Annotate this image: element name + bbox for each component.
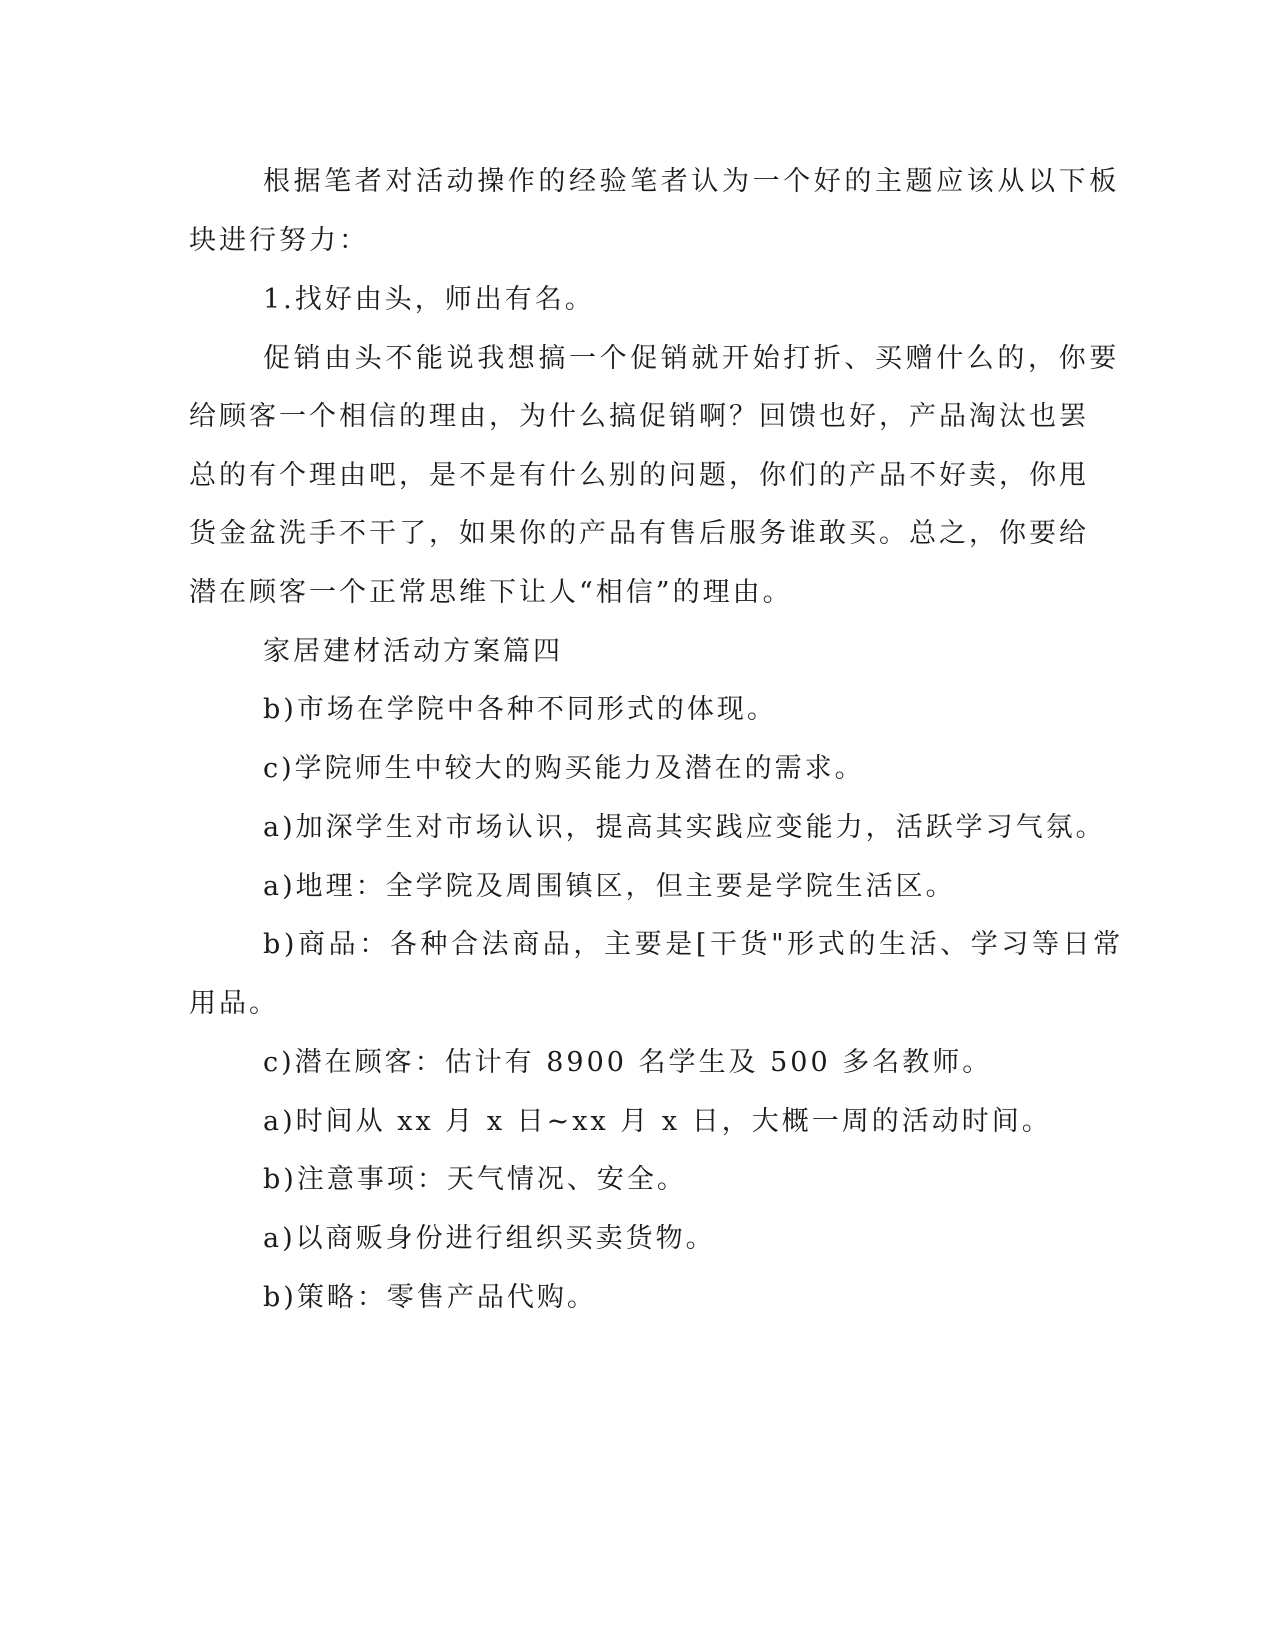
list-item: b)注意事项：天气情况、安全。 <box>263 1164 687 1195</box>
paragraph-line: 给顾客一个相信的理由，为什么搞促销啊？回馈也好，产品淘汰也罢 <box>189 401 1089 432</box>
list-item: b)市场在学院中各种不同形式的体现。 <box>263 694 777 725</box>
document-title: 家居建材活动方案篇四 <box>263 636 563 667</box>
list-item-continuation: 用品。 <box>189 988 279 1019</box>
list-item: a)以商贩身份进行组织买卖货物。 <box>263 1223 716 1254</box>
paragraph-line: 潜在顾客一个正常思维下让人“相信”的理由。 <box>189 577 793 608</box>
paragraph-line: 块进行努力： <box>189 225 369 256</box>
list-item: b)商品：各种合法商品，主要是[干货"形式的生活、学习等日常 <box>263 929 1124 960</box>
list-item: b)策略：零售产品代购。 <box>263 1282 597 1313</box>
paragraph-line: 根据笔者对活动操作的经验笔者认为一个好的主题应该从以下板 <box>263 166 1120 197</box>
list-item: a)时间从 xx 月 x 日~xx 月 x 日，大概一周的活动时间。 <box>263 1106 1052 1137</box>
paragraph-line: 促销由头不能说我想搞一个促销就开始打折、买赠什么的，你要 <box>263 343 1120 374</box>
list-item: c)学院师生中较大的购买能力及潜在的需求。 <box>263 753 865 784</box>
list-item: a)加深学生对市场认识，提高其实践应变能力，活跃学习气氛。 <box>263 812 1106 843</box>
section-heading: 1.找好由头，师出有名。 <box>263 284 595 315</box>
list-item: c)潜在顾客：估计有 8900 名学生及 500 多名教师。 <box>263 1047 993 1078</box>
paragraph-line: 总的有个理由吧，是不是有什么别的问题，你们的产品不好卖，你甩 <box>189 460 1089 491</box>
list-item: a)地理：全学院及周围镇区，但主要是学院生活区。 <box>263 871 956 902</box>
paragraph-line: 货金盆洗手不干了，如果你的产品有售后服务谁敢买。总之，你要给 <box>189 518 1089 549</box>
